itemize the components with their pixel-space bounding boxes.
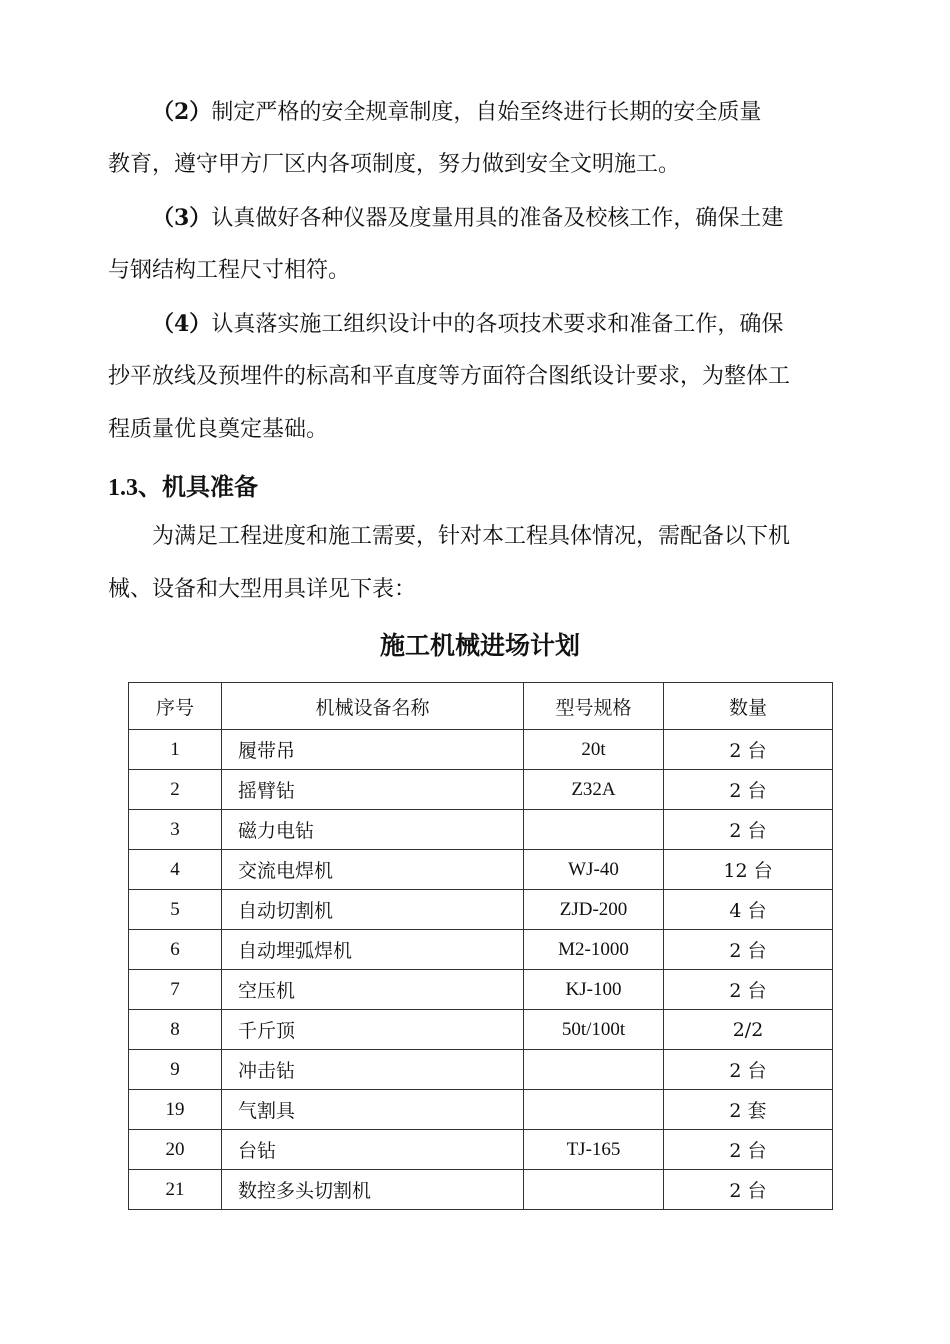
- table-row: [129, 730, 833, 770]
- paragraph-3-number: （3）: [152, 205, 212, 231]
- header-no: 序号: [129, 683, 222, 730]
- cell-name: 自动切割机: [222, 890, 524, 930]
- cell-name: 台钻: [222, 1130, 524, 1170]
- cell-model: Z32A: [524, 770, 664, 810]
- section-heading: [108, 471, 258, 504]
- cell-model: KJ-100: [524, 970, 664, 1010]
- cell-no: 5: [129, 890, 222, 930]
- cell-model: WJ-40: [524, 850, 664, 890]
- cell-no: 6: [129, 930, 222, 970]
- cell-model: TJ-165: [524, 1130, 664, 1170]
- paragraph-2-line-1: [152, 97, 761, 128]
- paragraph-2-text-1: 制定严格的安全规章制度，自始至终进行长期的安全质量: [211, 100, 762, 125]
- cell-model: M2-1000: [524, 930, 664, 970]
- cell-no: 21: [129, 1170, 222, 1210]
- table-row: [129, 1130, 833, 1170]
- cell-name: 摇臂钻: [222, 770, 524, 810]
- table-row: [129, 770, 833, 810]
- paragraph-3-line-1: [152, 203, 783, 234]
- table-row: [129, 970, 833, 1010]
- paragraph-4-line-1: [152, 309, 783, 340]
- cell-qty: 2/2: [664, 1010, 833, 1050]
- cell-qty: 2 台: [664, 1050, 833, 1090]
- cell-name: 气割具: [222, 1090, 524, 1130]
- table-row: [129, 1010, 833, 1050]
- table-row: [129, 930, 833, 970]
- cell-name: 数控多头切割机: [222, 1170, 524, 1210]
- cell-name: 磁力电钻: [222, 810, 524, 850]
- table-header-row: [129, 683, 833, 730]
- section-number: 1.3: [108, 475, 138, 501]
- intro-line-2: 械、设备和大型用具详见下表：: [108, 577, 417, 602]
- cell-name: 履带吊: [222, 730, 524, 770]
- cell-no: 1: [129, 730, 222, 770]
- cell-qty: 2 台: [664, 1130, 833, 1170]
- cell-no: 4: [129, 850, 222, 890]
- cell-model: 20t: [524, 730, 664, 770]
- cell-name: 自动埋弧焊机: [222, 930, 524, 970]
- cell-name: 千斤顶: [222, 1010, 524, 1050]
- intro-line-1: 为满足工程进度和施工需要，针对本工程具体情况，需配备以下机: [152, 524, 791, 549]
- table-title: 施工机械进场计划: [379, 631, 580, 660]
- cell-no: 19: [129, 1090, 222, 1130]
- table-row: [129, 810, 833, 850]
- cell-qty: 2 台: [664, 770, 833, 810]
- cell-qty: 12 台: [664, 850, 833, 890]
- cell-name: 冲击钻: [222, 1050, 524, 1090]
- paragraph-2-line-2: 教育，遵守甲方厂区内各项制度，努力做到安全文明施工。: [108, 152, 681, 177]
- cell-name: 交流电焊机: [222, 850, 524, 890]
- paragraph-4-line-2: 抄平放线及预埋件的标高和平直度等方面符合图纸设计要求，为整体工: [108, 364, 791, 389]
- header-qty: 数量: [664, 683, 833, 730]
- cell-qty: 2 台: [664, 730, 833, 770]
- paragraph-4-text-1: 认真落实施工组织设计中的各项技术要求和准备工作，确保: [211, 312, 784, 337]
- cell-qty: 2 台: [664, 970, 833, 1010]
- cell-qty: 2 台: [664, 810, 833, 850]
- table-body: [129, 730, 833, 1210]
- paragraph-2-number: （2）: [152, 99, 212, 125]
- cell-no: 8: [129, 1010, 222, 1050]
- table-row: [129, 890, 833, 930]
- cell-qty: 4 台: [664, 890, 833, 930]
- paragraph-4-line-3: 程质量优良奠定基础。: [108, 417, 329, 442]
- table-row: [129, 1170, 833, 1210]
- paragraph-3-text-1: 认真做好各种仪器及度量用具的准备及校核工作，确保土建: [211, 206, 784, 231]
- cell-model: [524, 1170, 664, 1210]
- table-row: [129, 1050, 833, 1090]
- table-row: [129, 1090, 833, 1130]
- table-row: [129, 850, 833, 890]
- cell-model: [524, 1050, 664, 1090]
- header-name: 机械设备名称: [222, 683, 524, 730]
- cell-qty: 2 台: [664, 1170, 833, 1210]
- cell-no: 9: [129, 1050, 222, 1090]
- paragraph-4-number: （4）: [152, 311, 212, 337]
- paragraph-3-line-2: 与钢结构工程尺寸相符。: [108, 258, 351, 283]
- header-model: 型号规格: [524, 683, 664, 730]
- cell-qty: 2 台: [664, 930, 833, 970]
- cell-no: 3: [129, 810, 222, 850]
- cell-model: [524, 1090, 664, 1130]
- cell-qty: 2 套: [664, 1090, 833, 1130]
- cell-no: 7: [129, 970, 222, 1010]
- cell-name: 空压机: [222, 970, 524, 1010]
- cell-no: 20: [129, 1130, 222, 1170]
- cell-no: 2: [129, 770, 222, 810]
- cell-model: ZJD-200: [524, 890, 664, 930]
- section-title: 、机具准备: [138, 472, 258, 501]
- cell-model: [524, 810, 664, 850]
- equipment-table: [128, 682, 833, 1210]
- cell-model: 50t/100t: [524, 1010, 664, 1050]
